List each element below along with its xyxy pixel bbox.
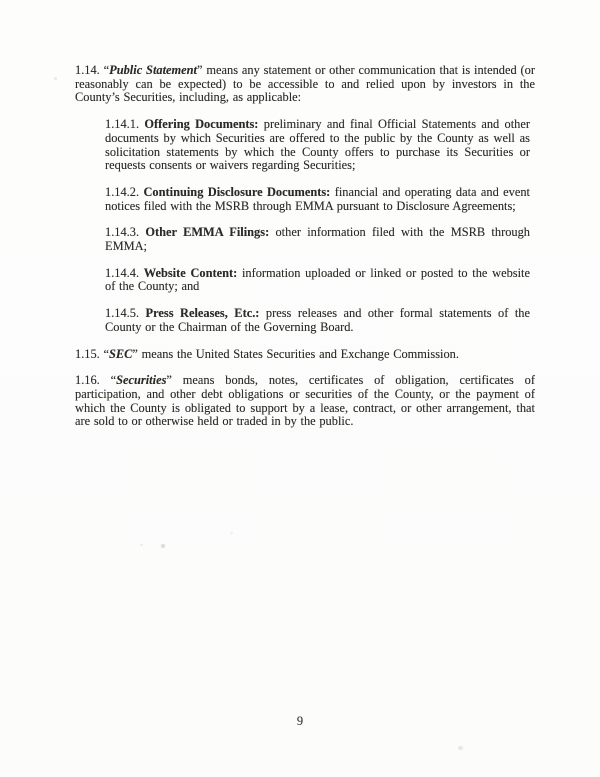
- section-1-15: [75, 348, 535, 362]
- text-segment: preliminary and final Official Statements and other documents by which Securities are offered to the public by the County as well as solicitation statements by which the County offers to purchase its Securities or requests consents or waivers regarding Securities;: [105, 117, 530, 173]
- text-segment: 1.16. “: [75, 373, 117, 388]
- section-1-16: [75, 374, 535, 429]
- text-segment: 1.14.4.: [105, 265, 144, 280]
- section-1-14-3: [105, 226, 530, 253]
- text-segment: ” means the United States Securities and Exchange Commission.: [132, 346, 459, 361]
- section-1-14-4: [105, 267, 530, 294]
- scan-speck: [54, 77, 57, 80]
- text-segment: press releases and other formal statements of the County or the Chairman of the Governing Board.: [105, 306, 530, 334]
- text-segment: SEC: [108, 346, 133, 361]
- text-segment: Other EMMA Filings:: [145, 225, 270, 240]
- text-segment: ” means any statement or other communication that is intended (or reasonably can be expected) to be accessible to and relied upon by investors in the County’s Securities, including, as applicable:: [75, 63, 536, 105]
- text-segment: Offering Documents:: [144, 117, 259, 132]
- text-segment: Securities: [116, 373, 167, 388]
- text-segment: ” means bonds, notes, certificates of obligation, certificates of participation, and other debt obligations or securities of the County, or the payment of which the County is obligated to support by a lease, contract, or other arrangement, that are sold to or otherwise held or traded in by the public.: [75, 373, 536, 429]
- document-content: [75, 64, 535, 442]
- text-segment: 1.14. “: [75, 63, 110, 77]
- text-segment: other information filed with the MSRB through EMMA;: [105, 225, 530, 254]
- section-1-14-1: [105, 118, 530, 173]
- text-segment: 1.14.1.: [105, 117, 145, 132]
- scan-speck: [230, 532, 233, 534]
- text-segment: 1.15. “: [75, 346, 109, 361]
- text-segment: Press Releases, Etc.:: [145, 306, 260, 321]
- text-segment: 1.14.2.: [105, 184, 144, 199]
- section-1-14: [75, 64, 535, 105]
- text-segment: Public Statement: [109, 63, 198, 77]
- scan-speck: [140, 544, 143, 546]
- text-segment: 1.14.3.: [105, 225, 146, 240]
- text-segment: financial and operating data and event notices filed with the MSRB through EMMA pursuant to Disclosure Agreements;: [105, 184, 530, 213]
- text-segment: 1.14.5.: [105, 306, 146, 321]
- page-number: 9: [296, 714, 304, 728]
- section-1-14-2: [105, 186, 530, 213]
- scan-speck: [458, 746, 463, 750]
- text-segment: Continuing Disclosure Documents:: [143, 184, 331, 199]
- scan-speck: [161, 544, 165, 548]
- section-1-14-5: [105, 307, 530, 334]
- text-segment: information uploaded or linked or posted to the website of the County; and: [105, 265, 530, 294]
- text-segment: Website Content:: [143, 265, 238, 280]
